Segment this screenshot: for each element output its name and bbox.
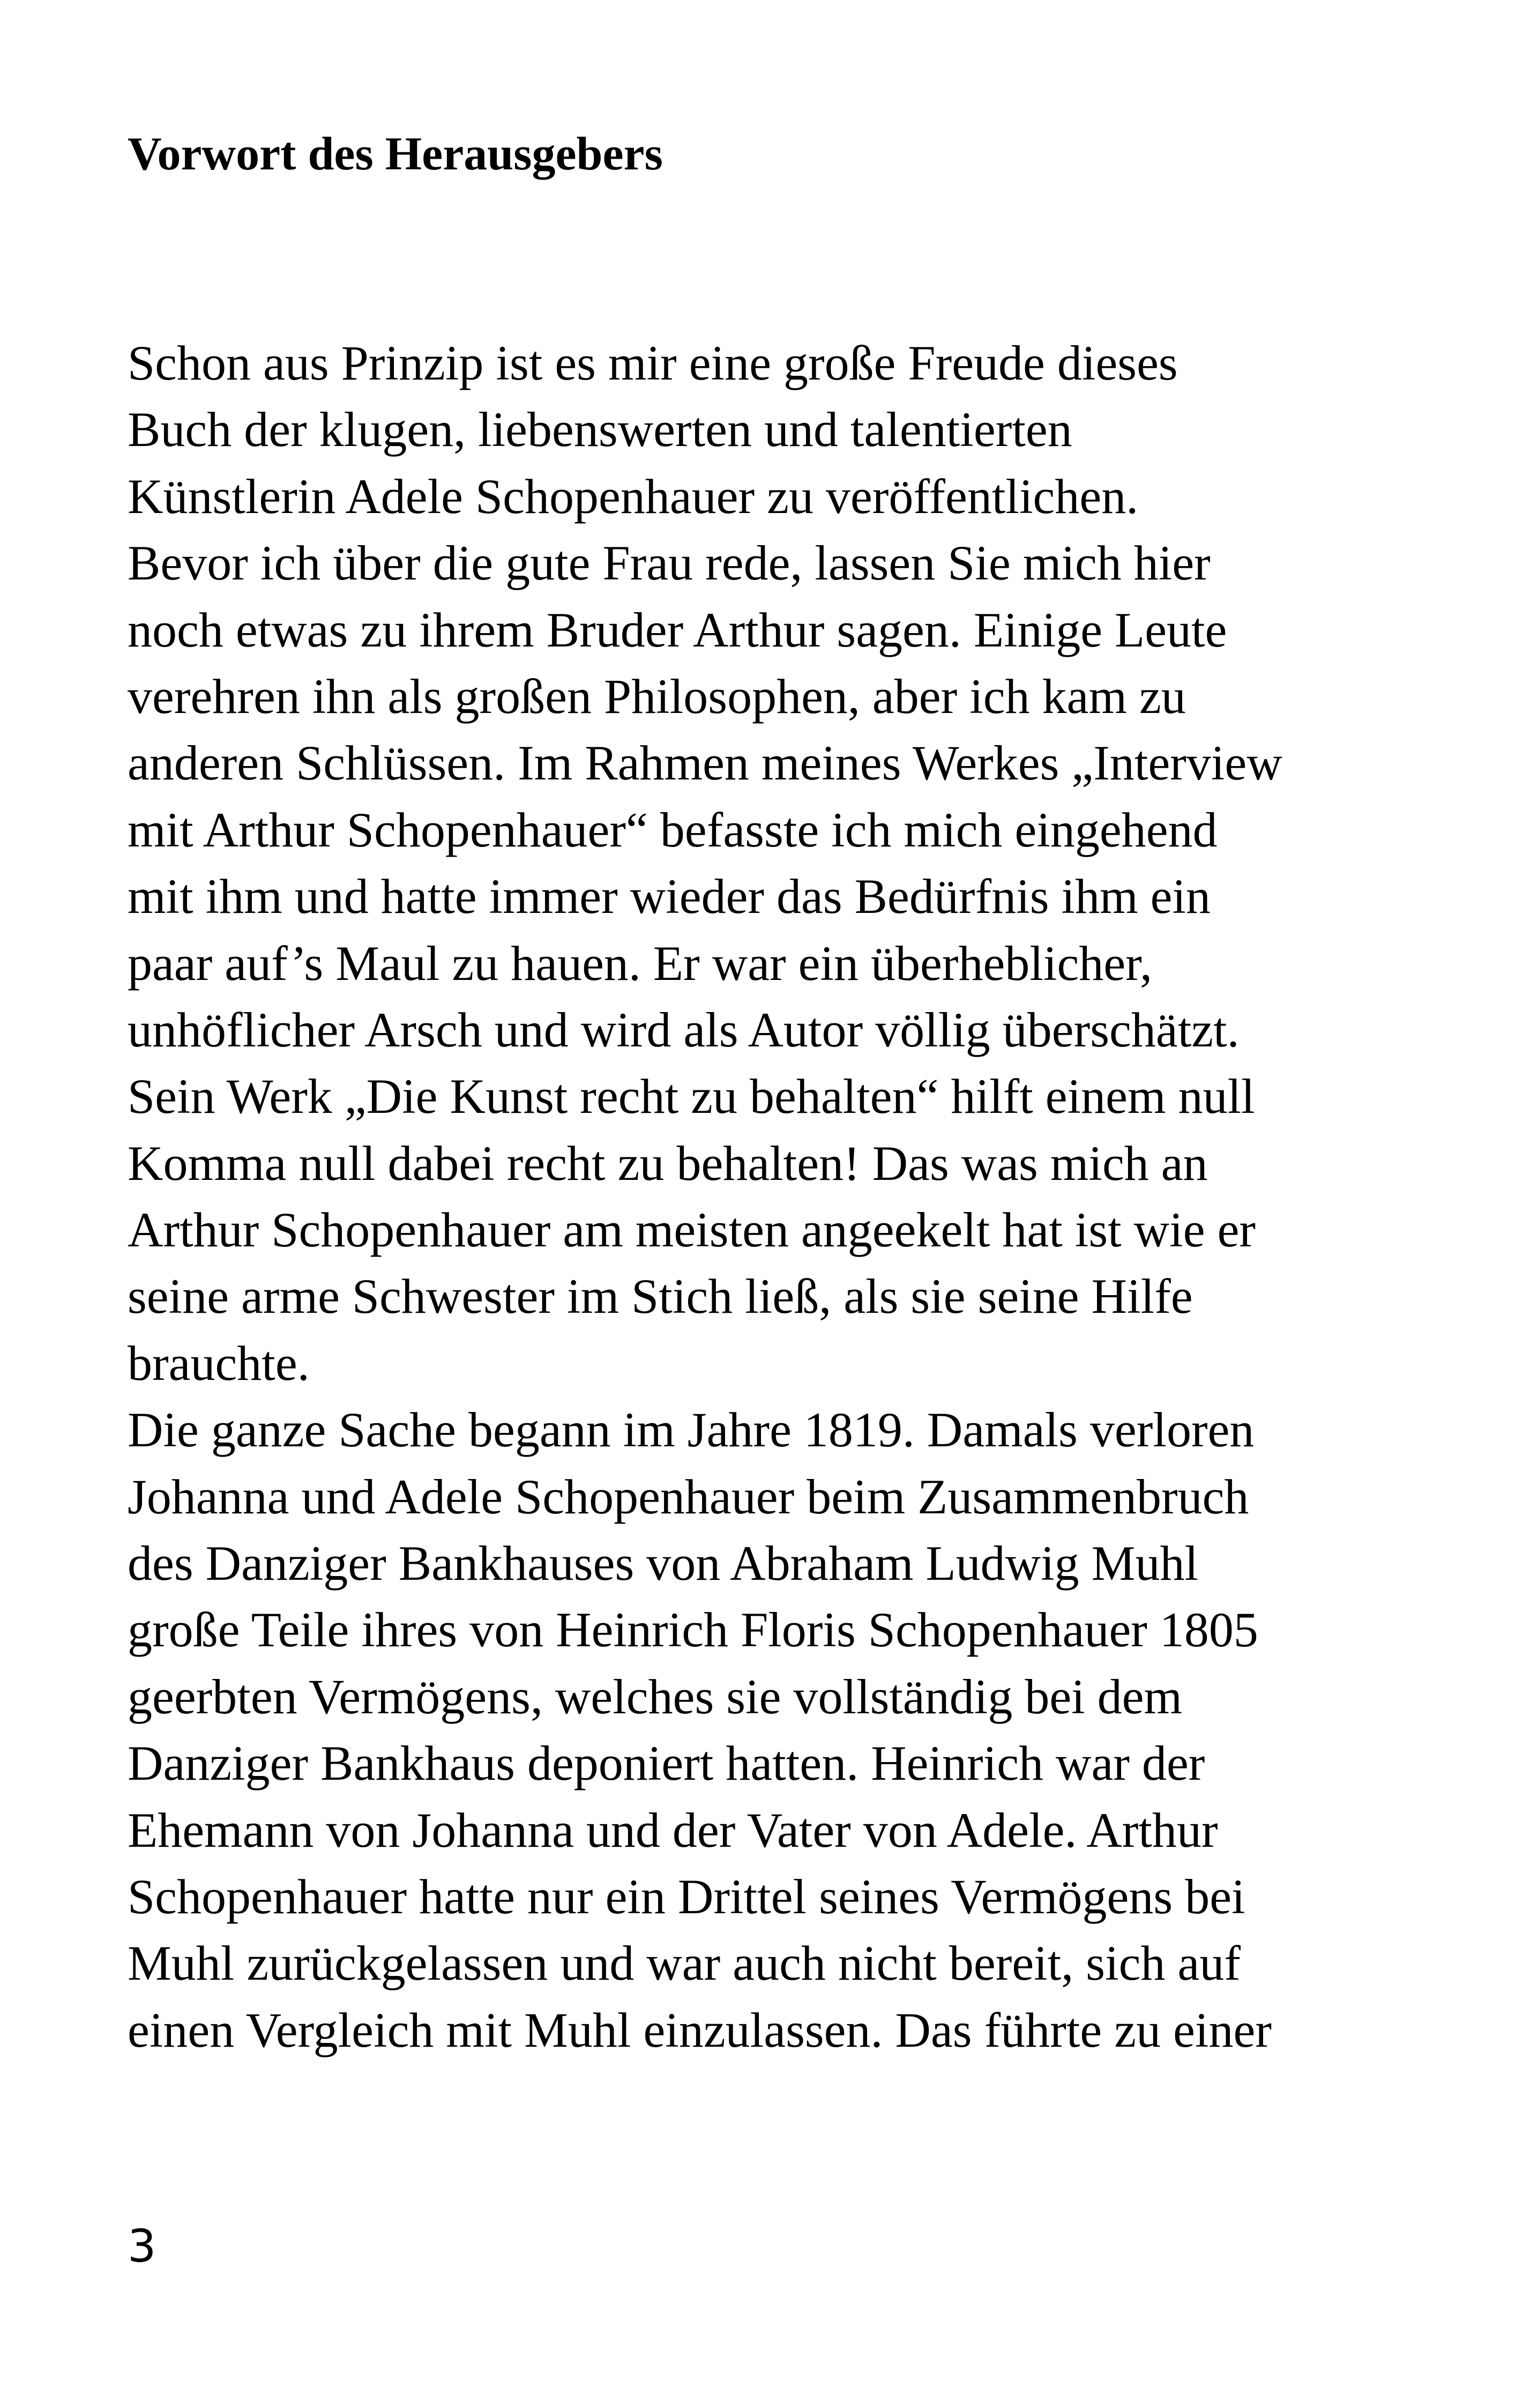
text-line: des Danziger Bankhauses von Abraham Ludwig Muhl [128, 1536, 1199, 1591]
text-line: Arthur Schopenhauer am meisten angeekelt hat ist wie er [128, 1202, 1256, 1258]
text-line: mit ihm und hatte immer wieder das Bedürfnis ihm ein [128, 869, 1211, 924]
text-line: mit Arthur Schopenhauer“ befasste ich mich eingehend [128, 802, 1218, 857]
text-line: Sein Werk „Die Kunst recht zu behalten“ hilft einem null [128, 1069, 1255, 1124]
text-line: einen Vergleich mit Muhl einzulassen. Das führte zu einer [128, 2002, 1272, 2057]
text-line: verehren ihn als großen Philosophen, aber ich kam zu [128, 668, 1186, 724]
text-line: Schon aus Prinzip ist es mir eine große Freude dieses [128, 336, 1178, 390]
text-line: Ehemann von Johanna und der Vater von Adele. Arthur [128, 1802, 1218, 1857]
text-line: anderen Schlüssen. Im Rahmen meines Werkes „Interview [128, 735, 1282, 791]
text-line: geerbten Vermögens, welches sie vollständig bei dem [128, 1669, 1183, 1724]
text-line: paar auf’s Maul zu hauen. Er war ein überheblicher, [128, 935, 1153, 991]
text-line: Schopenhauer hatte nur ein Drittel seines Vermögens bei [128, 1869, 1245, 1924]
text-line: Die ganze Sache begann im Jahre 1819. Damals verloren [128, 1402, 1255, 1458]
text-line: Künstlerin Adele Schopenhauer zu veröffentlichen. [128, 469, 1139, 524]
text-line: Buch der klugen, liebenswerten und talentierten [128, 402, 1072, 457]
text-line: Komma null dabei recht zu behalten! Das was mich an [128, 1135, 1208, 1191]
text-line: seine arme Schwester im Stich ließ, als sie seine Hilfe [128, 1269, 1193, 1324]
text-line: Muhl zurückgelassen und war auch nicht bereit, sich auf [128, 1936, 1241, 1991]
text-line: Danziger Bankhaus deponiert hatten. Heinrich war der [128, 1736, 1205, 1791]
text-line: Bevor ich über die gute Frau rede, lassen Sie mich hier [128, 536, 1211, 591]
text-line: brauchte. [128, 1335, 310, 1391]
text-line: große Teile ihres von Heinrich Floris Schopenhauer 1805 [128, 1602, 1258, 1658]
text-line: noch etwas zu ihrem Bruder Arthur sagen. Einige Leute [128, 602, 1227, 657]
page-number: 3 [128, 2220, 156, 2272]
page-heading: Vorwort des Herausgebers [128, 128, 663, 180]
body-text [128, 330, 1424, 2063]
text-line: Johanna und Adele Schopenhauer beim Zusammenbruch [128, 1469, 1249, 1524]
text-line: unhöflicher Arsch und wird als Autor völlig überschätzt. [128, 1002, 1240, 1057]
